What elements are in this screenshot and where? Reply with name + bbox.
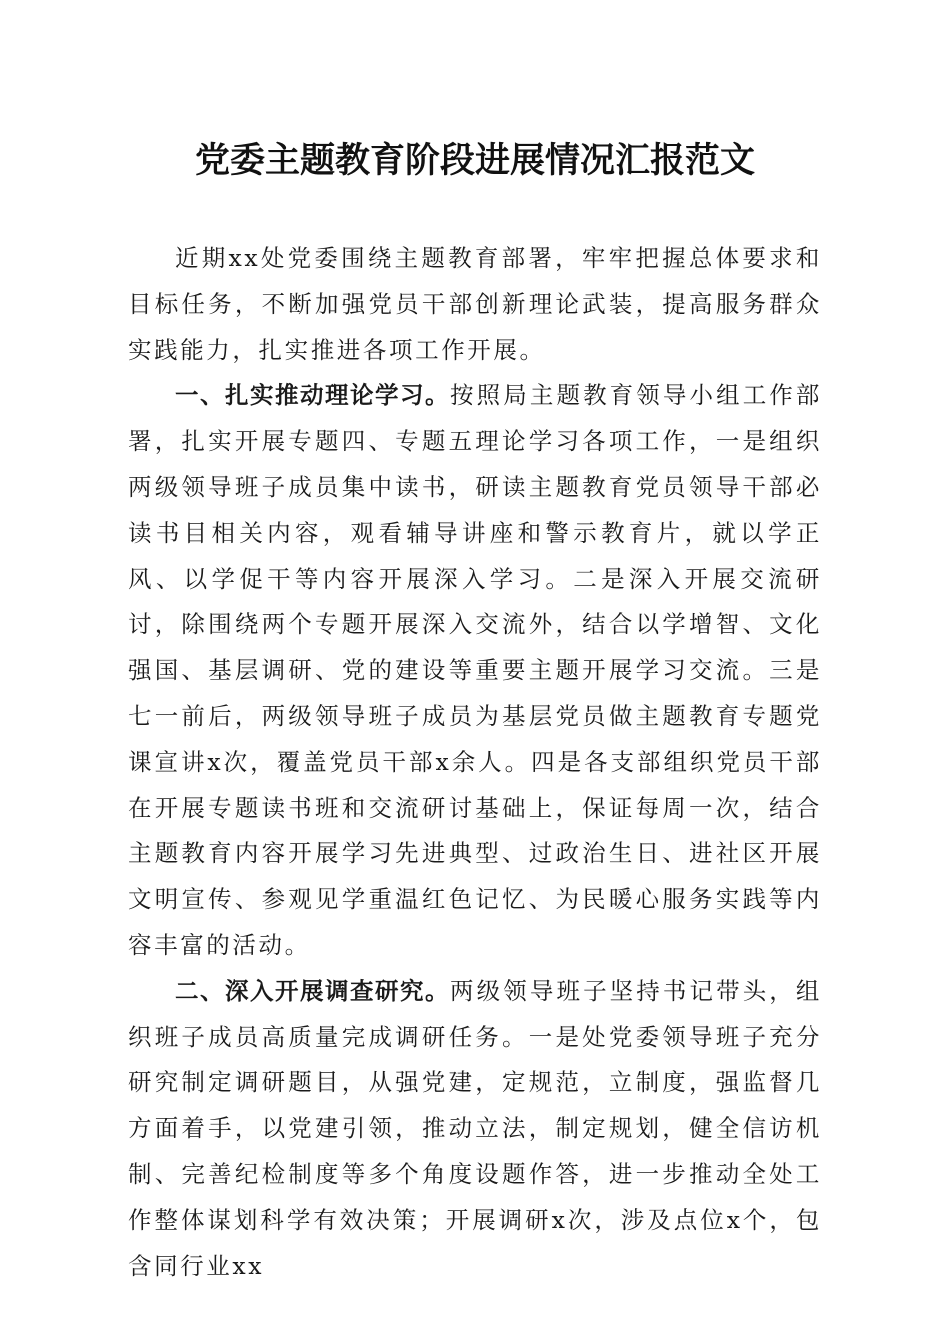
section-text-1: 按照局主题教育领导小组工作部署，扎实开展专题四、专题五理论学习各项工作，一是组织两级领导班子成员集中读书，研读主题教育党员领导干部必读书目相关内容，观看辅导讲座和警示教育片，就以学正风、以学促干等内容开展深入学习。二是深入开展交流研讨，除围绕两个专题开展深入交流外，结合以学增智、文化强国、基层调研、党的建设等重要主题开展学习交流。三是七一前后，两级领导班子成员为基层党员做主题教育专题党课宣讲x次，覆盖党员干部x余人。四是各支部组织党员干部在开展专题读书班和交流研讨基础上，保证每周一次，结合主题教育内容开展学习先进典型、过政治生日、进社区开展文明宣传、参观见学重温红色记忆、为民暖心服务实践等内容丰富的活动。 [128, 381, 822, 959]
document-title: 党委主题教育阶段进展情况汇报范文 [194, 140, 755, 181]
section-paragraph-1 [128, 373, 822, 968]
section-text-2: 两级领导班子坚持书记带头，组织班子成员高质量完成调研任务。一是处党委领导班子充分研究制定调研题目，从强党建，定规范，立制度，强监督几方面着手，以党建引领，推动立法，制定规划，健全信访机制、完善纪检制度等多个角度设题作答，进一步推动全处工作整体谋划科学有效决策；开展调研x次，涉及点位x个，包含同行业xx [128, 976, 822, 1280]
document-body [128, 236, 822, 1289]
section-paragraph-2 [128, 969, 822, 1290]
section-heading-2: 二、深入开展调查研究。 [175, 976, 451, 1005]
intro-paragraph: 近期xx处党委围绕主题教育部署，牢牢把握总体要求和目标任务，不断加强党员干部创新理论武装，提高服务群众实践能力，扎实推进各项工作开展。 [128, 244, 822, 364]
section-heading-1: 一、扎实推动理论学习。 [175, 381, 451, 410]
